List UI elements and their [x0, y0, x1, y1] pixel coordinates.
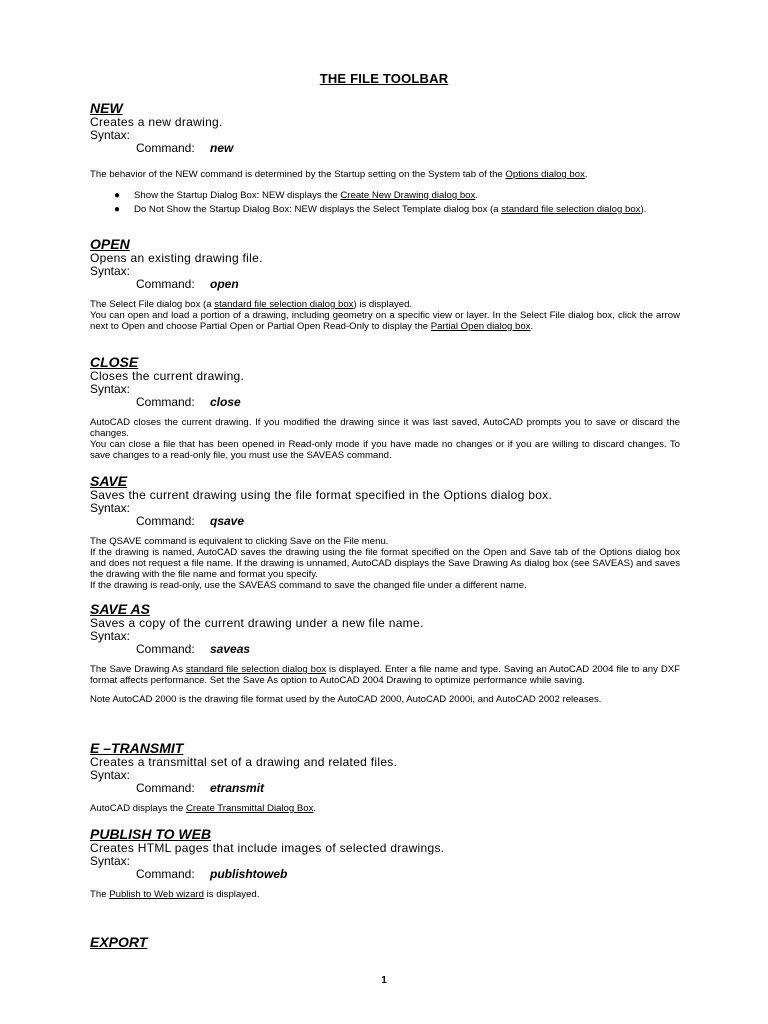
- section-body: [90, 665, 680, 706]
- section-description: Creates a new drawing.: [90, 115, 223, 129]
- body-text: is displayed.: [203, 889, 260, 900]
- link-create-new-drawing[interactable]: Create New Drawing dialog box: [340, 189, 476, 201]
- body-text: The QSAVE command is equivalent to clicking Save on the File menu.: [90, 536, 389, 547]
- command-line: [136, 142, 680, 159]
- command-name: saveas: [210, 642, 251, 656]
- body-text: ).: [640, 203, 647, 215]
- command-label: Command:: [136, 781, 195, 795]
- page-number: 1: [381, 975, 387, 986]
- body-text: AutoCAD closes the current drawing. If you modified the drawing since it was last saved, AutoCAD prompts you to save or discard the changes.: [90, 417, 680, 439]
- section-body: [90, 418, 680, 462]
- syntax-label: Syntax:: [90, 854, 131, 868]
- section-heading: CLOSE: [90, 354, 139, 370]
- body-text: .: [584, 169, 588, 180]
- section-publish: [90, 826, 680, 901]
- body-text: If the drawing is read-only, use the SAVEAS command to save the changed file under a different name.: [90, 579, 527, 591]
- section-open: [90, 236, 680, 333]
- body-text: .: [475, 189, 478, 201]
- section-heading: PUBLISH TO WEB: [90, 826, 212, 842]
- link-standard-file-selection[interactable]: standard file selection dialog box: [185, 664, 327, 675]
- section-body: [90, 537, 680, 592]
- section-new: [90, 100, 680, 219]
- syntax-label: Syntax:: [90, 629, 131, 643]
- body-text: You can open and load a portion of a drawing, including geometry on a specific view or layer. In the Select File dialog box, click the arrow next to Open and choose Partial Open or Partial Open Read-Only to display the: [90, 309, 680, 332]
- command-line: [136, 396, 680, 413]
- section-heading: E –TRANSMIT: [90, 740, 184, 756]
- command-label: Command:: [136, 867, 195, 881]
- body-text: You can close a file that has been opened in Read-only mode if you have made no changes or if you are willing to discard changes. To save changes to a read-only file, you must use the SAVEAS command.: [90, 438, 680, 461]
- body-text: Show the Startup Dialog Box: NEW displays the: [134, 189, 341, 201]
- link-options-dialog[interactable]: Options dialog box: [505, 169, 585, 180]
- command-name: new: [210, 141, 234, 155]
- note-text: Note AutoCAD 2000 is the drawing file format used by the AutoCAD 2000, AutoCAD 2000i, and AutoCAD 2002 releases.: [90, 693, 602, 705]
- command-label: Command:: [136, 514, 195, 528]
- body-text: .: [313, 803, 317, 814]
- page-title: THE FILE TOOLBAR: [319, 71, 449, 86]
- section-heading: OPEN: [90, 236, 130, 252]
- command-name: open: [210, 277, 239, 291]
- link-partial-open-dialog[interactable]: Partial Open dialog box: [430, 320, 531, 332]
- command-label: Command:: [136, 395, 195, 409]
- command-label: Command:: [136, 141, 195, 155]
- command-name: publishtoweb: [210, 867, 288, 881]
- section-heading: NEW: [90, 100, 123, 116]
- command-line: [136, 782, 680, 799]
- section-description: Opens an existing drawing file.: [90, 251, 263, 265]
- section-heading: EXPORT: [90, 934, 148, 950]
- body-text: ) is displayed.: [353, 299, 413, 310]
- section-body: [90, 804, 680, 815]
- bullet-icon: ●: [114, 189, 121, 201]
- section-heading: SAVE: [90, 473, 128, 489]
- command-label: Command:: [136, 277, 195, 291]
- command-line: [136, 868, 680, 885]
- command-name: etransmit: [210, 781, 265, 795]
- section-description: Creates a transmittal set of a drawing and related files.: [90, 755, 398, 769]
- syntax-label: Syntax:: [90, 501, 131, 515]
- syntax-label: Syntax:: [90, 128, 131, 142]
- body-text: Do Not Show the Startup Dialog Box: NEW displays the Select Template dialog box (a: [134, 203, 502, 215]
- section-saveas: [90, 601, 680, 706]
- section-export: [90, 934, 680, 950]
- section-etransmit: [90, 740, 680, 815]
- section-body: [90, 890, 680, 901]
- link-publish-wizard[interactable]: Publish to Web wizard: [109, 889, 204, 900]
- section-description: Saves the current drawing using the file format specified in the Options dialog box.: [90, 488, 553, 502]
- command-line: [136, 643, 680, 660]
- link-create-transmittal[interactable]: Create Transmittal Dialog Box: [185, 803, 314, 814]
- command-name: close: [210, 395, 241, 409]
- section-close: [90, 354, 680, 462]
- section-description: Closes the current drawing.: [90, 369, 245, 383]
- body-text: The Save Drawing As: [90, 664, 186, 675]
- section-description: Saves a copy of the current drawing under a new file name.: [90, 616, 424, 630]
- bullet-icon: ●: [114, 203, 121, 215]
- link-standard-file-selection[interactable]: standard file selection dialog box: [501, 203, 641, 215]
- body-text: .: [530, 320, 534, 332]
- body-text: The behavior of the NEW command is determined by the Startup setting on the System tab of the: [90, 169, 506, 180]
- syntax-label: Syntax:: [90, 264, 131, 278]
- syntax-label: Syntax:: [90, 768, 131, 782]
- command-name: qsave: [210, 514, 245, 528]
- body-text: AutoCAD displays the: [90, 803, 186, 814]
- section-description: Creates HTML pages that include images of selected drawings.: [90, 841, 445, 855]
- command-line: [136, 278, 680, 295]
- body-text: If the drawing is named, AutoCAD saves the drawing using the file format specified on the Open and Save tab of the Options dialog box and does not request a file name. If the drawing is unnamed, AutoCAD displays the Save Drawing As dialog box (see SAVEAS) and saves the drawing with the file name and format you specify.: [90, 546, 680, 580]
- section-body: [90, 300, 680, 333]
- body-text: is displayed. Enter a file name and type. Saving an AutoCAD 2004 file to any DXF format affects performance. Set the Save As option to AutoCAD 2004 Drawing to optimize performance while saving.: [90, 664, 681, 686]
- bullet-list: [90, 191, 680, 216]
- body-text: The Select File dialog box (a: [90, 299, 215, 310]
- body-text: The: [90, 889, 110, 900]
- list-item: [90, 205, 680, 216]
- command-line: [136, 515, 680, 532]
- section-save: [90, 473, 680, 592]
- section-body: [90, 170, 680, 181]
- link-standard-file-selection[interactable]: standard file selection dialog box: [214, 299, 354, 310]
- section-heading: SAVE AS: [90, 601, 150, 617]
- syntax-label: Syntax:: [90, 382, 131, 396]
- command-label: Command:: [136, 642, 195, 656]
- list-item: [90, 191, 680, 202]
